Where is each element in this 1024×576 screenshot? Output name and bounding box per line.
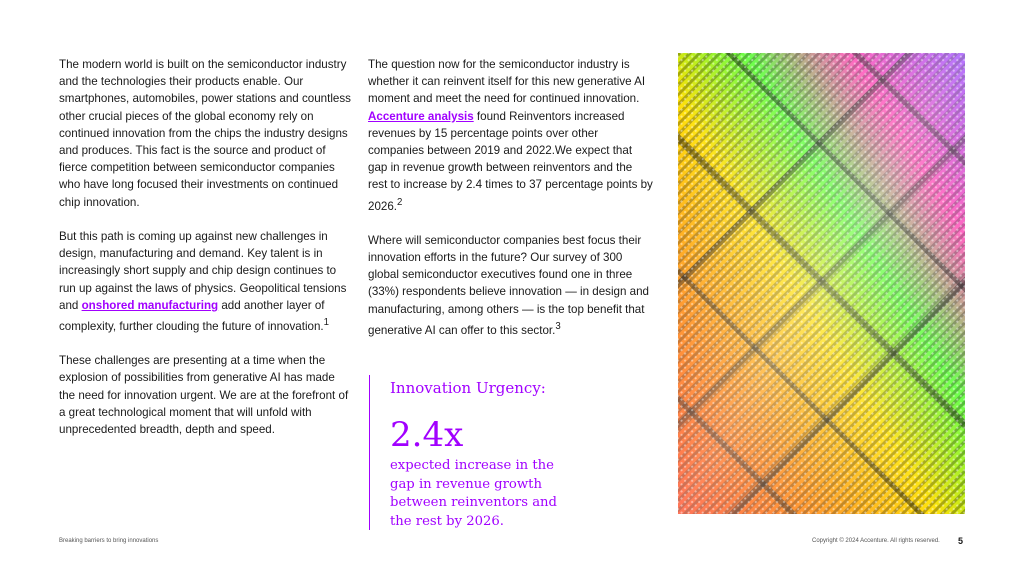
paragraph-challenges-text-1: But this path is coming up against new challenges in design, manufacturing and demand. Key talent is in increasingly short supply and chip design continues to run up against the laws of physics. Geopolitical tensions and	[59, 230, 347, 312]
callout-text: expected increase in the gap in revenue growth between reinventors and the rest by 2026.	[390, 458, 557, 529]
paragraph-generative-ai: These challenges are presenting at a time when the explosion of possibilities from generative AI has made the need for innovation urgent. We are at the forefront of a great technological moment that will unfold with unprecedented breadth, depth and speed.	[59, 354, 349, 437]
footer-copyright: Copyright © 2024 Accenture. All rights reserved.	[812, 538, 940, 544]
chip-hero-image	[678, 53, 965, 514]
onshored-manufacturing-link[interactable]: onshored manufacturing	[81, 298, 219, 312]
accenture-analysis-link[interactable]: Accenture analysis	[368, 109, 474, 123]
callout-title: Innovation Urgency:	[390, 379, 546, 397]
footer-left-text: Breaking barriers to bring innovations	[59, 538, 159, 544]
paragraph-reinvent-text-1: The question now for the semiconductor industry is whether it can reinvent itself for this new generative AI moment and meet the need for continued innovation.	[368, 58, 646, 106]
paragraph-survey	[368, 232, 654, 339]
paragraph-intro: The modern world is built on the semiconductor industry and the technologies their products enable. Our smartphones, automobiles, power stations and countless other crucial pieces of the global economy rely on continued innovation from the chips the industry designs and produces. This fact is the source and product of fierce competition between semiconductor companies who have long focused their investments on continued chip innovation.	[59, 58, 351, 209]
paragraph-reinvent-text-2: found Reinventors increased revenues by 15 percentage points over other companies between 2019 and 2022.We expect that gap in revenue growth between reinventors and the rest to increase by 2.4 times to 37 percentage points by 2026.	[368, 109, 653, 213]
paragraph-reinvent	[368, 56, 654, 215]
paragraph-survey-text: Where will semiconductor companies best focus their innovation efforts in the future? Our survey of 300 global semiconductor executives found one in three (33%) respondents believe innovation — in design and manufacturing, among others — is the top benefit that generative AI can offer to this sector.	[368, 233, 650, 337]
footnote-ref-1: 1	[323, 317, 330, 329]
paragraph-challenges-text-2: add another layer of complexity, further clouding the future of innovation.	[59, 298, 325, 333]
innovation-urgency-callout	[369, 375, 569, 530]
page-number: 5	[958, 536, 964, 546]
footnote-ref-3: 3	[555, 320, 561, 332]
callout-stat: 2.4x	[390, 415, 464, 455]
footnote-ref-2: 2	[397, 196, 403, 208]
left-column	[59, 56, 351, 455]
paragraph-challenges	[59, 228, 351, 335]
middle-column	[368, 56, 654, 356]
